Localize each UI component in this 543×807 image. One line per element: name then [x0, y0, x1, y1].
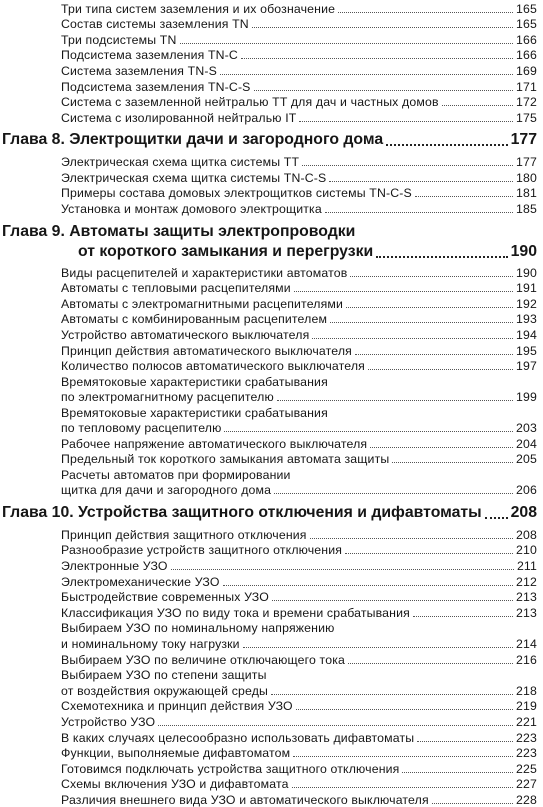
page-number: 227: [516, 777, 537, 791]
page-number: 199: [516, 390, 537, 404]
entry-title: Автоматы с тепловыми расцепителями: [61, 281, 291, 295]
toc-entry: [0, 666, 537, 682]
entry-title: Подсистема заземления TN-C-S: [61, 80, 251, 94]
page-number: 192: [516, 297, 537, 311]
dot-leader: [348, 663, 513, 664]
entry-title: В каких случаях целесообразно использовать дифавтоматы: [61, 731, 415, 745]
dot-leader: [252, 27, 513, 28]
toc-entry: [0, 775, 537, 791]
page-number: 216: [516, 653, 537, 667]
dot-leader: [402, 772, 513, 773]
page-number: 181: [516, 186, 537, 200]
page-number: 225: [516, 762, 537, 776]
chapter-heading: [0, 502, 537, 522]
dot-leader: [485, 517, 508, 519]
chapter-title: Глава 9. Автоматы защиты электропроводки: [2, 223, 356, 240]
chapter-title: Глава 8. Электрощитки дачи и загородного дома: [2, 131, 384, 148]
entry-title: Электрическая схема щитка системы TT: [61, 155, 300, 169]
page-number: 213: [516, 590, 537, 604]
entry-title: Виды расцепителей и характеристики автоматов: [61, 266, 348, 280]
dot-leader: [296, 709, 513, 710]
toc-entry: [0, 588, 537, 604]
entry-title: Схемы включения УЗО и дифавтомата: [61, 777, 289, 791]
dot-leader: [370, 447, 513, 448]
toc-entry: [0, 744, 537, 760]
toc-entry: [0, 310, 537, 326]
dot-leader: [254, 90, 513, 91]
entry-title: Автоматы с электромагнитными расцепителями: [61, 297, 344, 311]
page-number: 203: [516, 421, 537, 435]
page-number: 172: [516, 95, 537, 109]
toc-entry: [0, 264, 537, 280]
entry-title: Система с заземленной нейтралью TT для дач и частных домов: [61, 95, 439, 109]
page-number: 213: [516, 606, 537, 620]
toc-entry: [0, 342, 537, 358]
entry-title: Схемотехника и принцип действия УЗО: [61, 699, 293, 713]
toc-entry: [0, 697, 537, 713]
page-number: 228: [516, 793, 537, 807]
entry-title: Примеры состава домовых электрощитков системы TN-C-S: [61, 186, 412, 200]
page-number: 212: [516, 575, 537, 589]
page-number: 175: [516, 111, 537, 125]
toc-entry: [0, 169, 537, 185]
entry-title: и номинальному току нагрузки: [61, 637, 240, 651]
page-number: 194: [516, 328, 537, 342]
dot-leader: [330, 322, 513, 323]
page-number: 204: [516, 437, 537, 451]
page-number: 190: [510, 243, 537, 260]
entry-title: Времятоковые характеристики срабатывания: [61, 406, 328, 420]
dot-leader: [442, 105, 513, 106]
page-number: 219: [516, 699, 537, 713]
dot-leader: [350, 276, 513, 277]
toc-entry: [0, 435, 537, 451]
dot-leader: [432, 803, 513, 804]
page-number: 211: [516, 559, 537, 573]
toc-entry: [0, 604, 537, 620]
toc-entry: [0, 760, 537, 776]
entry-title: Состав системы заземления TN: [61, 17, 249, 31]
entry-title: Принцип действия защитного отключения: [61, 528, 307, 542]
toc-entry: [0, 450, 537, 466]
toc-entry: [0, 557, 537, 573]
dot-leader: [241, 58, 513, 59]
toc-entry: [0, 15, 537, 31]
dot-leader: [271, 694, 513, 695]
entry-title: Система с изолированной нейтралью IT: [61, 111, 297, 125]
toc-entry: [0, 404, 537, 420]
toc-entry: [0, 0, 537, 16]
toc-entry: [0, 651, 537, 667]
toc-entry: [0, 357, 537, 373]
toc-entry: [0, 729, 537, 745]
dot-leader: [338, 12, 513, 13]
dot-leader: [292, 787, 513, 788]
entry-title: Разнообразие устройств защитного отключения: [61, 543, 343, 557]
entry-title: Предельный ток короткого замыкания автомата защиты: [61, 452, 390, 466]
toc-entry: [0, 93, 537, 109]
toc-entry: [0, 541, 537, 557]
entry-title: Выбираем УЗО по величине отключающего тока: [61, 653, 345, 667]
dot-leader: [293, 756, 513, 757]
entry-title: Различия внешнего вида УЗО и автоматического выключателя: [61, 793, 429, 807]
dot-leader: [413, 616, 513, 617]
page-number: 197: [516, 359, 537, 373]
page-number: 180: [516, 171, 537, 185]
toc-entry: [0, 46, 537, 62]
page-number: 218: [516, 684, 537, 698]
entry-title: по тепловому расцепителю: [61, 421, 222, 435]
page-number: 171: [516, 80, 537, 94]
toc-entry: [0, 419, 537, 435]
toc-entry: [0, 388, 537, 404]
page-number: 223: [516, 746, 537, 760]
toc-entry: [0, 682, 537, 698]
page-number: 169: [516, 64, 537, 78]
toc-entry: [0, 466, 537, 482]
dot-leader: [180, 43, 514, 44]
page-number: 206: [516, 483, 537, 497]
entry-title: Готовимся подключать устройства защитного отключения: [61, 762, 400, 776]
dot-leader: [325, 212, 513, 213]
page-number: 221: [516, 715, 537, 729]
dot-leader: [220, 74, 513, 75]
dot-leader: [346, 307, 513, 308]
dot-leader: [224, 431, 513, 432]
toc-entry: [0, 526, 537, 542]
page-number: 195: [516, 344, 537, 358]
page-number: 223: [516, 731, 537, 745]
page-number: 191: [516, 281, 537, 295]
dot-leader: [272, 600, 513, 601]
chapter-title: Глава 10. Устройства защитного отключения и дифавтоматы: [2, 504, 482, 521]
chapter-heading: [0, 221, 537, 241]
entry-title: Электромеханические УЗО: [61, 575, 220, 589]
page-number: 193: [516, 312, 537, 326]
entry-title: Расчеты автоматов при формировании: [61, 468, 291, 482]
entry-title: Автоматы с комбинированным расцепителем: [61, 312, 328, 326]
dot-leader: [376, 256, 507, 258]
dot-leader: [171, 569, 514, 570]
page-number: 166: [516, 33, 537, 47]
entry-title: Быстродействие современных УЗО: [61, 590, 269, 604]
dot-leader: [417, 741, 513, 742]
toc-entry: [0, 184, 537, 200]
page-number: 205: [516, 452, 537, 466]
toc-entry: [0, 295, 537, 311]
page-number: 208: [510, 504, 537, 521]
dot-leader: [243, 647, 513, 648]
dot-leader: [345, 553, 513, 554]
page-number: 165: [516, 17, 537, 31]
toc-entry: [0, 373, 537, 389]
dot-leader: [277, 400, 513, 401]
dot-leader: [415, 196, 513, 197]
dot-leader: [386, 144, 508, 146]
toc-entry: [0, 200, 537, 216]
entry-title: Три подсистемы TN: [61, 33, 177, 47]
dot-leader: [312, 338, 513, 339]
entry-title: Система заземления TN-S: [61, 64, 217, 78]
toc-entry: [0, 62, 537, 78]
toc-entry: [0, 481, 537, 497]
entry-title: Принцип действия автоматического выключателя: [61, 344, 352, 358]
dot-leader: [223, 585, 513, 586]
page-number: 177: [516, 155, 537, 169]
dot-leader: [302, 165, 513, 166]
dot-leader: [392, 462, 513, 463]
toc-entry: [0, 635, 537, 651]
entry-title: Три типа систем заземления и их обозначение: [61, 2, 336, 16]
dot-leader: [274, 493, 513, 494]
toc-entry: [0, 31, 537, 47]
entry-title: Рабочее напряжение автоматического выключателя: [61, 437, 368, 451]
chapter-heading: [0, 241, 537, 261]
entry-title: Классификация УЗО по виду тока и времени срабатывания: [61, 606, 410, 620]
page-number: 185: [516, 202, 537, 216]
chapter-heading: [0, 129, 537, 149]
page-number: 190: [516, 266, 537, 280]
page-number: 214: [516, 637, 537, 651]
dot-leader: [294, 291, 513, 292]
entry-title: по электромагнитному расцепителю: [61, 390, 274, 404]
entry-title: от воздействия окружающей среды: [61, 684, 269, 698]
toc-entry: [0, 109, 537, 125]
toc-entry: [0, 78, 537, 94]
entry-title: Установка и монтаж домового электрощитка: [61, 202, 322, 216]
page-number: 208: [516, 528, 537, 542]
entry-title: Функции, выполняемые дифавтоматом: [61, 746, 291, 760]
entry-title: Выбираем УЗО по степени защиты: [61, 668, 267, 682]
dot-leader: [355, 354, 513, 355]
toc-entry: [0, 153, 537, 169]
toc-entry: [0, 791, 537, 807]
toc-entry: [0, 713, 537, 729]
dot-leader: [299, 121, 513, 122]
chapter-title: от короткого замыкания и перегрузки: [78, 243, 374, 260]
page-number: 177: [510, 131, 537, 148]
toc-entry: [0, 326, 537, 342]
entry-title: Количество полюсов автоматического выключателя: [61, 359, 365, 373]
entry-title: Электронные УЗО: [61, 559, 168, 573]
entry-title: Электрическая схема щитка системы TN-C-S: [61, 171, 327, 185]
entry-title: Подсистема заземления TN-C: [61, 48, 238, 62]
dot-leader: [158, 725, 513, 726]
toc-entry: [0, 619, 537, 635]
toc-entry: [0, 279, 537, 295]
page-number: 210: [516, 543, 537, 557]
entry-title: Устройство автоматического выключателя: [61, 328, 310, 342]
entry-title: Времятоковые характеристики срабатывания: [61, 375, 328, 389]
page-number: 165: [516, 2, 537, 16]
entry-title: щитка для дачи и загородного дома: [61, 483, 272, 497]
dot-leader: [329, 181, 513, 182]
entry-title: Выбираем УЗО по номинальному напряжению: [61, 621, 335, 635]
page-number: 166: [516, 48, 537, 62]
dot-leader: [310, 538, 513, 539]
dot-leader: [368, 369, 513, 370]
entry-title: Устройство УЗО: [61, 715, 156, 729]
toc-entry: [0, 573, 537, 589]
